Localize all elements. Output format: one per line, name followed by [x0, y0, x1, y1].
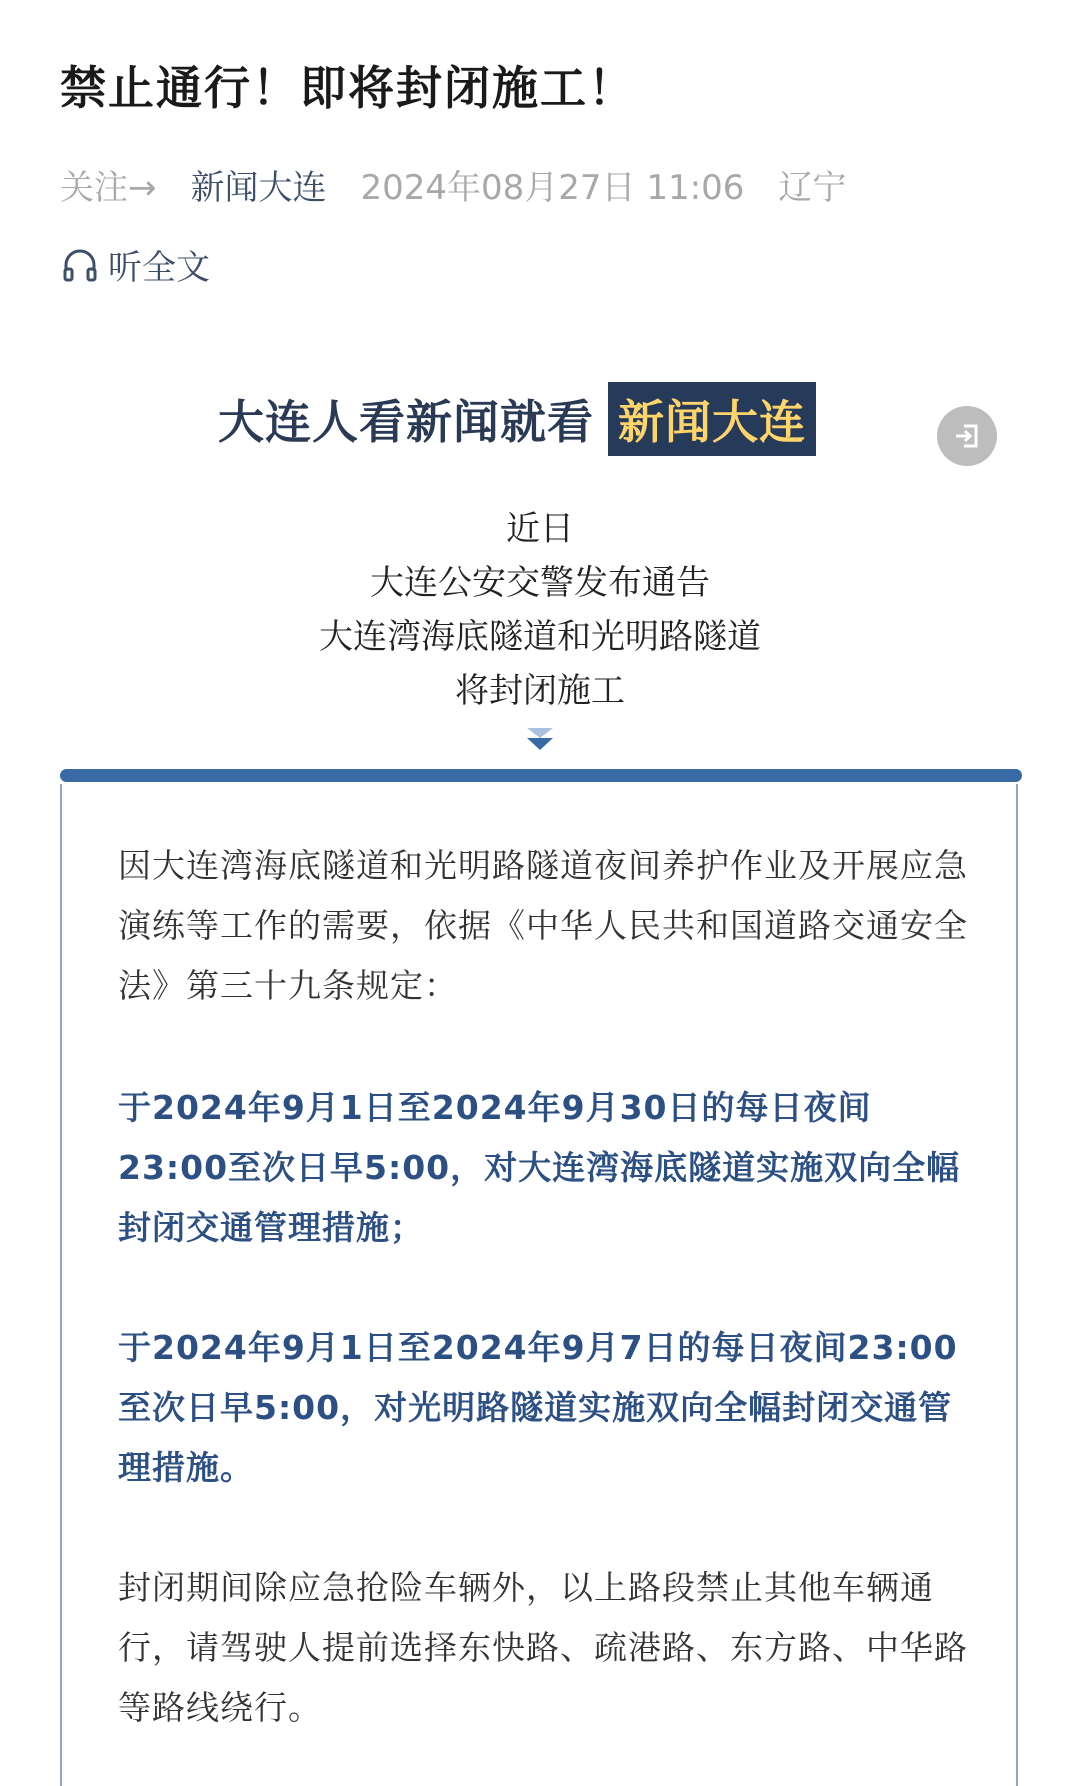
closure-notice-2: 于2024年9月1日至2024年9月7日的每日夜间23:00至次日早5:00，对光明路隧道实施双向全幅封闭交通管理措施。	[118, 1328, 958, 1487]
source-link[interactable]: 新闻大连	[190, 168, 327, 208]
region-label: 辽宁	[778, 168, 847, 208]
intro-line: 大连公安交警发布通告	[370, 563, 710, 603]
listen-full-text-button[interactable]	[60, 240, 210, 289]
notice-paragraph: 因大连湾海底隧道和光明路隧道夜间养护作业及开展应急演练等工作的需要，依据《中华人民共和国道路交通安全法》第三十九条规定：	[118, 846, 968, 1005]
intro-block	[0, 502, 1080, 718]
publish-datetime: 2024年08月27日 11:06	[360, 168, 745, 208]
double-chevron-down-icon	[523, 724, 557, 754]
exit-icon	[952, 421, 982, 451]
notice-box-top-bar	[60, 769, 1022, 782]
article-title: 禁止通行！即将封闭施工！	[60, 61, 636, 115]
closure-notice-1: 于2024年9月1日至2024年9月30日的每日夜间23:00至次日早5:00，对大连湾海底隧道实施双向全幅封闭交通管理措施；	[118, 1088, 961, 1247]
exit-button[interactable]	[937, 406, 997, 466]
banner-slogan: 大连人看新闻就看	[218, 395, 594, 449]
headphone-icon	[60, 245, 100, 285]
follow-link[interactable]: 关注→	[60, 168, 157, 208]
detour-paragraph: 封闭期间除应急抢险车辆外，以上路段禁止其他车辆通行，请驾驶人提前选择东快路、疏港路、东方路、中华路等路线绕行。	[118, 1568, 968, 1727]
brand-banner	[218, 382, 816, 456]
article-meta	[60, 160, 846, 209]
intro-line: 大连湾海底隧道和光明路隧道	[319, 617, 761, 657]
intro-line: 近日	[506, 509, 574, 549]
banner-brand-logo: 新闻大连	[608, 382, 816, 456]
intro-line: 将封闭施工	[455, 671, 625, 711]
listen-label: 听全文	[108, 248, 210, 288]
